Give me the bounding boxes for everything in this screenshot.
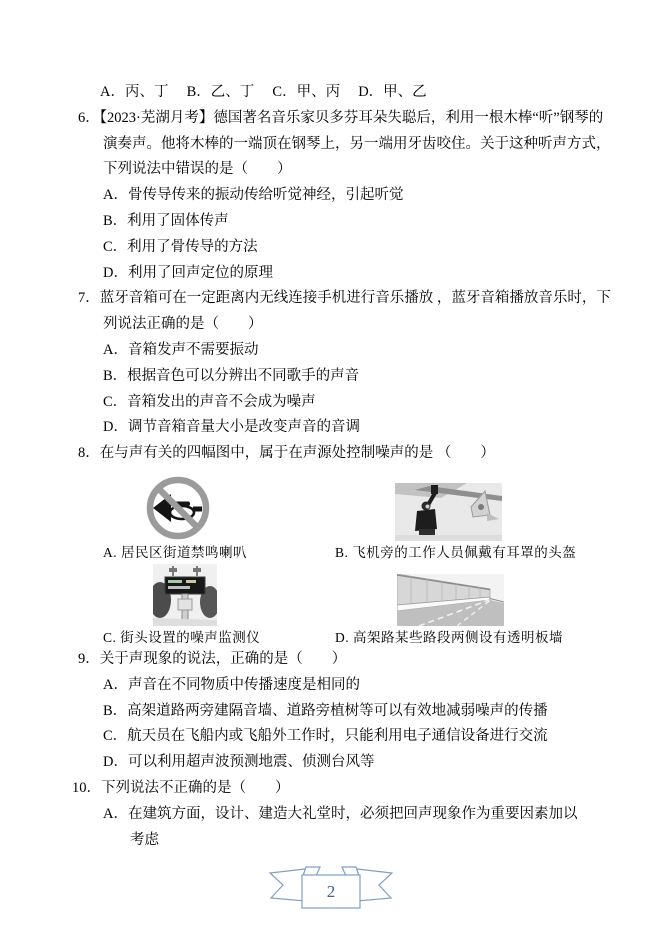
question-9-option-d: D．可以利用超声波预测地震、侦测台风等: [103, 754, 375, 771]
prev-question-options-line: A．丙、丁 B．乙、丁 C．甲、丙 D．甲、乙: [100, 84, 427, 100]
question-8-number: 8．: [78, 445, 100, 462]
question-6-number: 6．: [78, 109, 100, 126]
question-8: [78, 441, 618, 647]
question-10-stem-text: 下列说法不正确的是（ ）: [101, 779, 290, 796]
page-number-ribbon: [269, 863, 393, 914]
ribbon-right-tail: [357, 869, 392, 901]
question-7-option-a: A．音箱发声不需要振动: [103, 341, 259, 358]
question-10: [72, 776, 618, 853]
question-6-option-b: B．利用了固体传声: [103, 212, 229, 229]
question-8-stem-line: [78, 441, 618, 467]
question-10-option-a-line-2: 考虑: [130, 831, 159, 848]
figure-c-caption: C. 街头设置的噪声监测仪: [103, 629, 261, 645]
question-7: [78, 286, 618, 441]
page-number: 2: [326, 882, 335, 902]
question-9-stem-text: 关于声现象的说法，正确的是（ ）: [99, 650, 347, 667]
question-10-number: 10．: [72, 779, 101, 796]
question-7-stem-line-1: [78, 286, 618, 312]
question-7-option-d: D．调节音箱音量大小是改变声音的音调: [103, 419, 360, 436]
question-9: [78, 647, 618, 776]
ribbon-left-tail: [270, 869, 305, 901]
question-6-stem-line-2: 演奏声。他将木棒的一端顶在钢琴上，另一端用牙齿咬住。关于这种听声方式，: [103, 135, 611, 152]
question-8-figure-grid: [103, 471, 585, 647]
no-honking-sign-icon: [145, 471, 335, 541]
question-7-stem-text: 蓝牙音箱可在一定距离内无线连接手机进行音乐播放 ，蓝牙音箱播放音乐时，下: [99, 290, 611, 307]
question-6-option-d: D．利用了回声定位的原理: [103, 264, 273, 281]
figure-row-2: [103, 562, 585, 647]
question-7-number: 7．: [78, 290, 100, 307]
question-10-stem-line: [72, 776, 618, 802]
figure-a-caption: A. 居民区街道禁鸣喇叭: [103, 544, 247, 560]
question-6-stem-text: 【2023·芜湖月考】德国著名音乐家贝多芬耳朵失聪后，利用一根木棒“听”钢琴的: [99, 109, 604, 126]
figure-d: [335, 562, 585, 647]
figure-a: [103, 471, 335, 562]
question-9-option-b: B．高架道路两旁建隔音墙、道路旁植树等可以有效地减弱噪声的传播: [103, 702, 548, 719]
noise-monitor-photo: [153, 562, 335, 626]
elevated-road-photo: [397, 562, 585, 626]
question-9-stem-line: [78, 647, 618, 673]
question-7-stem-line-2: 列说法正确的是（ ）: [103, 316, 263, 333]
question-7-option-c: C．音箱发出的声音不会成为噪声: [103, 393, 316, 410]
question-8-stem-text: 在与声有关的四幅图中，属于在声源处控制噪声的是 （ ）: [99, 445, 495, 462]
question-6-stem-line-3: 下列说法中错误的是（ ）: [103, 161, 292, 178]
figure-b: [335, 471, 585, 562]
question-9-option-a: A．声音在不同物质中传播速度是相同的: [103, 676, 360, 693]
question-10-option-a-line-1: A．在建筑方面，设计、建造大礼堂时，必须把回声现象作为重要因素加以: [103, 805, 578, 822]
question-9-number: 9．: [78, 650, 100, 667]
question-9-option-c: C．航天员在飞船内或飞船外工作时，只能利用电子通信设备进行交流: [103, 728, 548, 745]
question-6-stem-line-1: [78, 106, 618, 132]
figure-c: [103, 562, 335, 647]
figure-row-1: [103, 471, 585, 562]
question-7-option-b: B．根据音色可以分辨出不同歌手的声音: [103, 367, 360, 384]
question-6-option-c: C．利用了骨传导的方法: [103, 238, 258, 255]
airplane-worker-photo: [395, 471, 585, 541]
figure-d-caption: D. 高架路某些路段两侧设有透明板墙: [335, 629, 563, 645]
figure-b-caption: B. 飞机旁的工作人员佩戴有耳罩的头盔: [335, 544, 577, 560]
question-6: [78, 106, 618, 287]
question-6-option-a: A．骨传导传来的振动传给听觉神经，引起听觉: [103, 187, 404, 204]
